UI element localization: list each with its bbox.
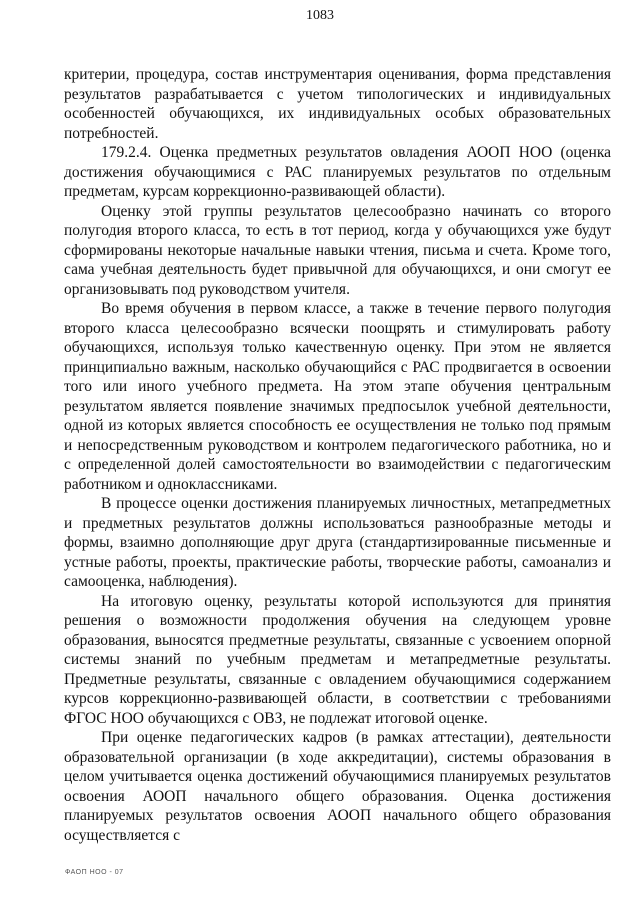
- footer-label: ФАОП НОО - 07: [65, 869, 124, 876]
- page-number: 1083: [306, 8, 334, 23]
- paragraph-6: На итоговую оценку, результаты которой используются для принятия решения о возможности продолжения обучения на следующем уровне образования, выносятся предметные результаты, связанные с усвоением опорной системы знаний по учебным предметам и метапредметные результаты. Предметные результаты, связанные с овладением обучающимися содержанием курсов коррекционно-развивающей области, в соответствии с требованиями ФГОС НОО обучающихся с ОВЗ, не подлежат итоговой оценке.: [64, 592, 611, 727]
- paragraph-4: Во время обучения в первом классе, а также в течение первого полугодия второго класса целесообразно всячески поощрять и стимулировать работу обучающихся, используя только качественную оценку. При этом не является принципиально важным, насколько обучающийся с РАС продвигается в освоении того или иного учебного предмета. На этом этапе обучения центральным результатом является появление значимых предпосылок учебной деятельности, одной из которых является способность ее осуществления не только под прямым и непосредственным руководством и контролем педагогического работника, но и с определенной долей самостоятельности во взаимодействии с педагогическим работником и одноклассниками.: [64, 300, 611, 493]
- document-body: [64, 65, 611, 845]
- paragraph-1: критерии, процедура, состав инструментария оценивания, форма представления результатов разрабатывается с учетом типологических и индивидуальных особенностей обучающихся, их индивидуальных особых образовательных потребностей.: [64, 66, 611, 142]
- paragraph-5: В процессе оценки достижения планируемых личностных, метапредметных и предметных результатов должны использоваться разнообразные методы и формы, взаимно дополняющие друг друга (стандартизированные письменные и устные работы, проекты, практические работы, творческие работы, самоанализ и самооценка, наблюдения).: [64, 495, 611, 590]
- paragraph-7: При оценке педагогических кадров (в рамках аттестации), деятельности образовательной организации (в ходе аккредитации), системы образования в целом учитывается оценка достижений обучающимися планируемых результатов освоения АООП начального общего образования. Оценка достижения планируемых результатов освоения АООП начального общего образования осуществляется с: [64, 729, 611, 844]
- paragraph-2: 179.2.4. Оценка предметных результатов овладения АООП НОО (оценка достижения обучающимися с РАС планируемых результатов по отдельным предметам, курсам коррекционно-развивающей области).: [64, 144, 611, 200]
- paragraph-3: Оценку этой группы результатов целесообразно начинать со второго полугодия второго класса, то есть в тот период, когда у обучающихся уже будут сформированы некоторые начальные навыки чтения, письма и счета. Кроме того, сама учебная деятельность будет привычной для обучающихся, и они смогут ее организовывать под руководством учителя.: [64, 202, 611, 298]
